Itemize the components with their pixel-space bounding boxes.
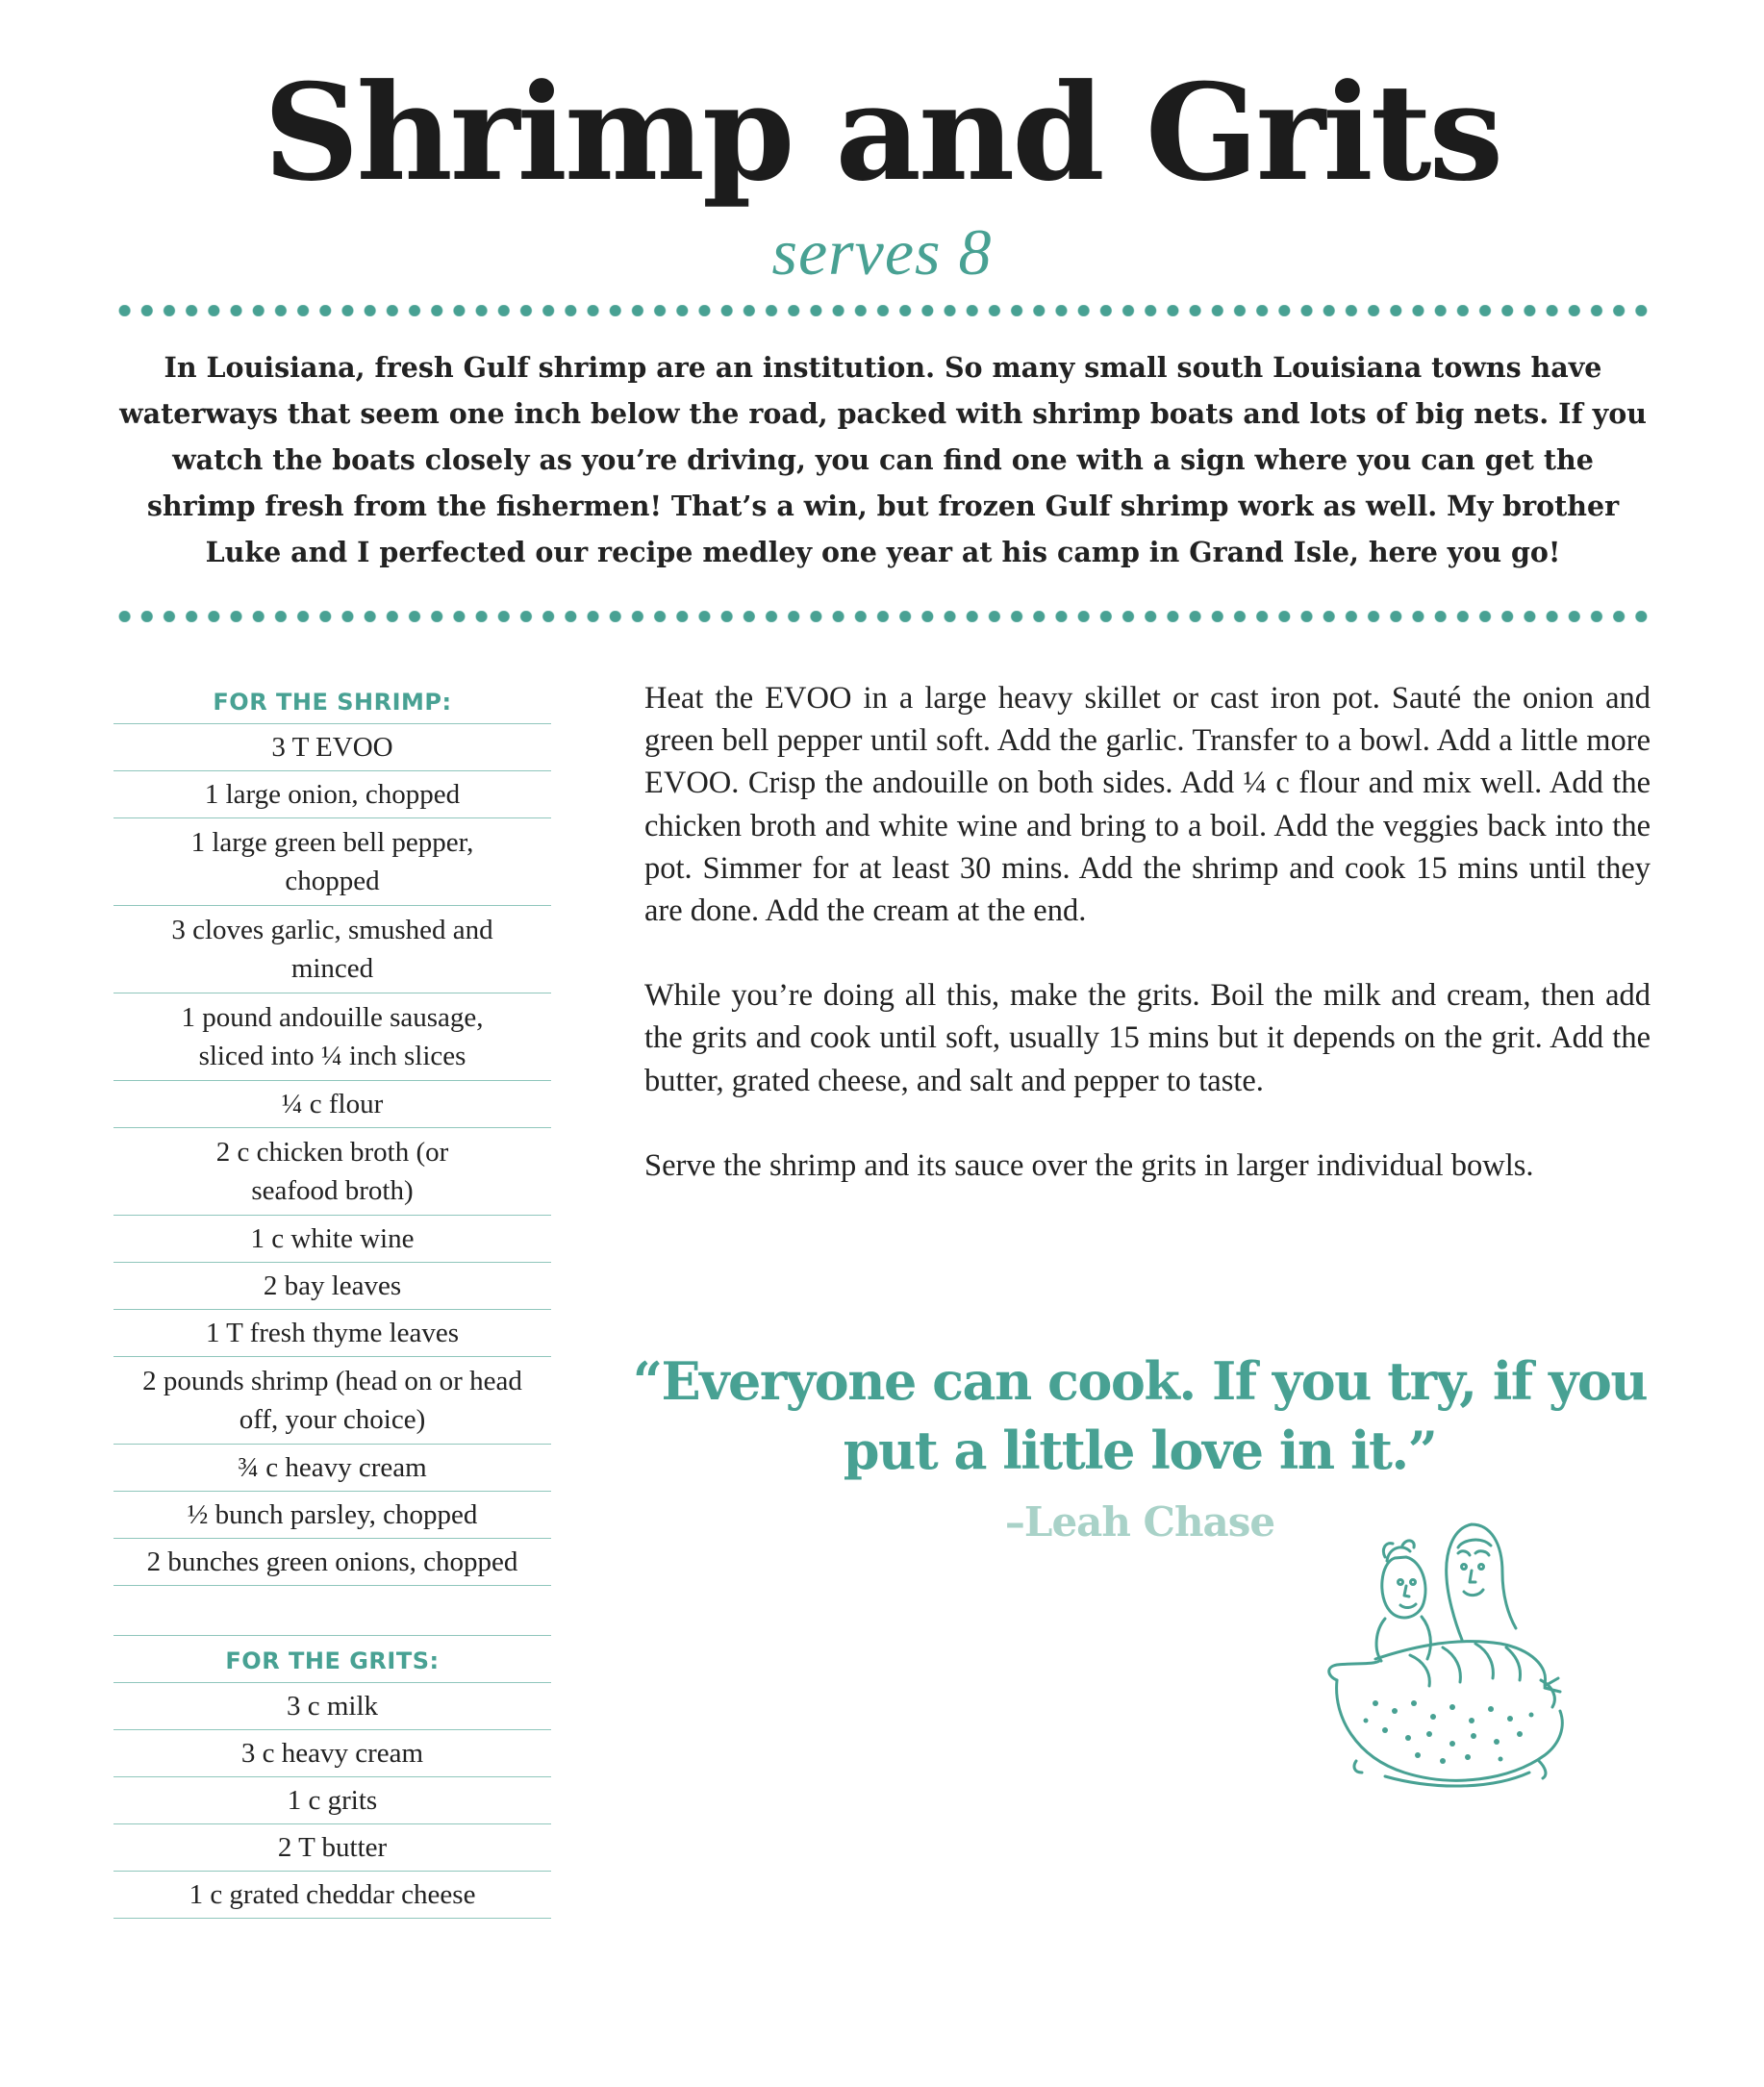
ingredient-item: 1 c grits <box>113 1777 551 1824</box>
quote-attribution: –Leah Chase <box>1004 1498 1275 1546</box>
intro-paragraph: In Louisiana, fresh Gulf shrimp are an institution. So many small south Louisiana towns have waterways that seem one inch below the road, packed with shrimp boats and lots of big nets. If you watch the boats closely as you’re driving, you can find one with a sign where you can get the shrimp fresh from the fishermen! That’s a win, but frozen Gulf shrimp work as well. My brother Luke and I perfected our recipe medley one year at his camp in Grand Isle, here you go! <box>119 351 1647 568</box>
ingredient-item: 2 bunches green onions, chopped <box>113 1539 551 1586</box>
ingredient-item: 2 T butter <box>113 1824 551 1872</box>
dotted-divider <box>113 305 1652 316</box>
ingredient-item: 2 c chicken broth (or seafood broth) <box>113 1128 551 1216</box>
ingredient-item: 1 large green bell pepper, chopped <box>113 818 551 906</box>
recipe-title: Shrimp and Grits <box>263 54 1501 211</box>
ingredients-list <box>113 677 551 1919</box>
ingredient-item: 1 pound andouille sausage, sliced into ¼ inch slices <box>113 993 551 1081</box>
direction-step: While you’re doing all this, make the grits. Boil the milk and cream, then add the grits and cook until soft, usually 15 mins but it depends on the grit. Add the butter, grated cheese, and salt and pepper to taste. <box>644 978 1651 1098</box>
ingredient-item: 3 c milk <box>113 1683 551 1730</box>
ingredient-item: 3 c heavy cream <box>113 1730 551 1777</box>
pull-quote: “Everyone can cook. If you try, if you put a little love in it.” <box>632 1350 1648 1481</box>
ingredient-item: 3 cloves garlic, smushed and minced <box>113 906 551 993</box>
servings-label: serves 8 <box>771 215 993 289</box>
grits-section-heading: FOR THE GRITS: <box>113 1636 551 1683</box>
ingredient-item: 1 large onion, chopped <box>113 771 551 818</box>
ingredient-item: 2 bay leaves <box>113 1263 551 1310</box>
direction-step: Serve the shrimp and its sauce over the grits in larger individual bowls. <box>644 1147 1534 1183</box>
ingredient-item: 1 c grated cheddar cheese <box>113 1872 551 1919</box>
directions <box>644 677 1651 1229</box>
ingredient-item: 2 pounds shrimp (head on or head off, your choice) <box>113 1357 551 1445</box>
section-spacer <box>113 1586 551 1636</box>
ingredient-item: 1 c white wine <box>113 1216 551 1263</box>
ingredient-item: ½ bunch parsley, chopped <box>113 1492 551 1539</box>
ingredient-item: 3 T EVOO <box>113 724 551 771</box>
ingredient-item: ¼ c flour <box>113 1081 551 1128</box>
ingredient-item: ¾ c heavy cream <box>113 1445 551 1492</box>
direction-step: Heat the EVOO in a large heavy skillet or cast iron pot. Sauté the onion and green bell pepper until soft. Add the garlic. Transfer to a bowl. Add a little more EVOO. Crisp the andouille on both sides. Add ¼ c flour and mix well. Add the chicken broth and white wine and bring to a boil. Add the veggies back into the pot. Simmer for at least 30 mins. Add the shrimp and cook 15 mins until they are done. Add the cream at the end. <box>644 681 1651 929</box>
shrimp-section-heading: FOR THE SHRIMP: <box>113 677 551 724</box>
two-people-with-shrimp-sketch <box>1318 1515 1597 1803</box>
dotted-divider <box>113 611 1652 622</box>
ingredient-item: 1 T fresh thyme leaves <box>113 1310 551 1357</box>
